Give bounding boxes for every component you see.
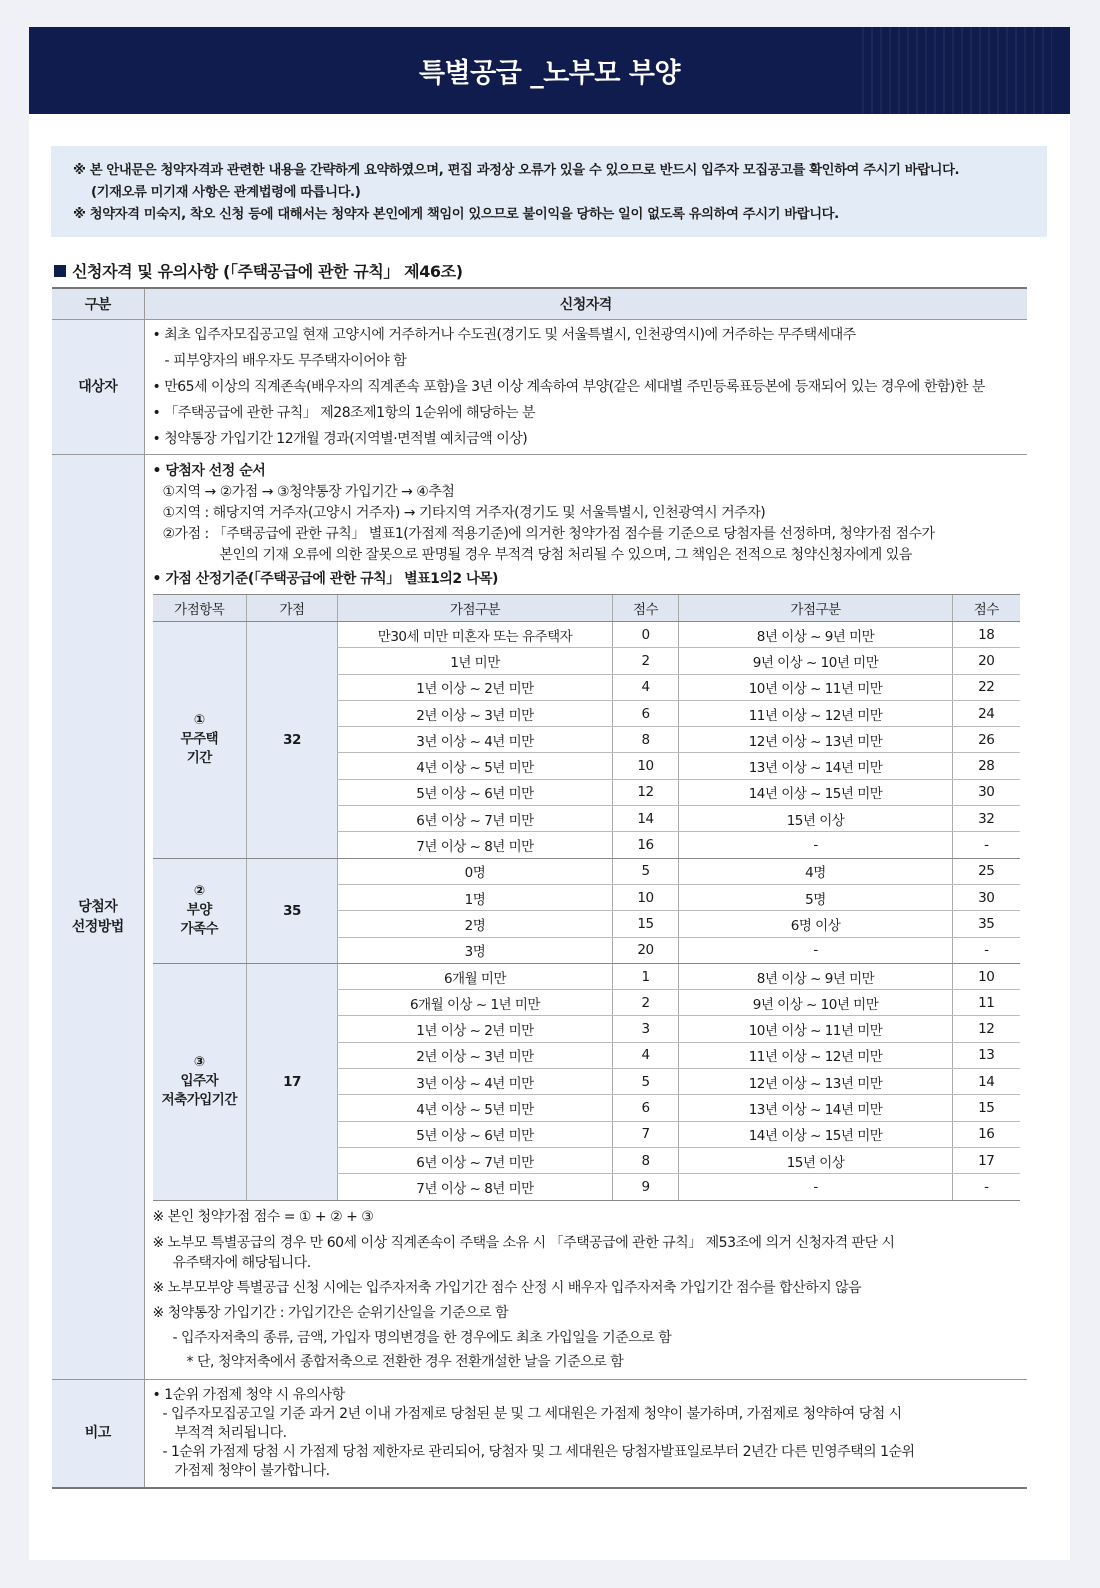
score-header: 가점구분 xyxy=(338,595,613,622)
score-points: 20 xyxy=(613,937,679,963)
score-group-label xyxy=(153,858,247,963)
notice-box xyxy=(51,146,1047,237)
score-points: 6 xyxy=(613,700,679,726)
score-row xyxy=(153,622,1020,648)
score-points: 30 xyxy=(953,779,1020,805)
score-points: 4 xyxy=(613,674,679,700)
score-points: 10 xyxy=(613,884,679,910)
note-line: ※ 청약통장 가입기간 : 가입기간은 순위기산일을 기준으로 함 xyxy=(152,1304,509,1321)
score-criterion: 10년 이상 ~ 11년 미만 xyxy=(679,674,953,700)
score-points: 9 xyxy=(613,1174,679,1200)
column-header-category: 구분 xyxy=(52,288,144,320)
score-criterion: 6명 이상 xyxy=(679,911,953,937)
order-line: ①지역 → ②가점 → ③청약통장 가입기간 → ④추첨 xyxy=(162,484,455,500)
note-line: * 단, 청약저축에서 종합저축으로 전환한 경우 전환개설한 날을 기준으로 함 xyxy=(186,1353,624,1370)
score-group-label-line: 무주택 xyxy=(180,731,219,748)
order-line: ①지역 : 해당지역 거주자(고양시 거주자) → 기타지역 거주자(경기도 및 서울특별시, 인천광역시 거주자) xyxy=(162,505,766,521)
score-group-label-line: 부양 xyxy=(186,902,212,919)
score-points: 28 xyxy=(953,753,1020,779)
score-criterion: 4년 이상 ~ 5년 미만 xyxy=(338,753,613,779)
score-points: 14 xyxy=(953,1069,1020,1095)
score-criterion: 1년 이상 ~ 2년 미만 xyxy=(338,674,613,700)
score-group-label-line: 기간 xyxy=(186,750,212,767)
score-criterion: 2명 xyxy=(338,911,613,937)
score-criterion: 2년 이상 ~ 3년 미만 xyxy=(338,700,613,726)
notice-line: (기재오류 미기재 사항은 관계법령에 따릅니다.) xyxy=(91,185,361,200)
document-page xyxy=(29,27,1070,1560)
score-criterion: - xyxy=(679,1174,953,1200)
score-points: - xyxy=(953,937,1020,963)
score-points: 16 xyxy=(613,832,679,858)
score-points: 2 xyxy=(613,648,679,674)
score-notes xyxy=(153,1205,1024,1373)
score-group-label xyxy=(153,622,247,859)
score-criterion: 7년 이상 ~ 8년 미만 xyxy=(338,832,613,858)
row-label-line: 선정방법 xyxy=(71,918,124,935)
score-group-label-line: 가족수 xyxy=(180,921,219,938)
score-criterion: 10년 이상 ~ 11년 미만 xyxy=(679,1016,953,1042)
score-points: 0 xyxy=(613,622,679,648)
score-criterion: 3년 이상 ~ 4년 미만 xyxy=(338,727,613,753)
score-points: 11 xyxy=(953,990,1020,1016)
notice-line: ※ 본 안내문은 청약자격과 관련한 내용을 간략하게 요약하였으며, 편집 과정상 오류가 있을 수 있으므로 반드시 입주자 모집공고를 확인하여 주시기 바랍니다. xyxy=(73,163,960,178)
note-line: 유주택자에 해당됩니다. xyxy=(172,1254,311,1271)
target-line: • 최초 입주자모집공고일 현재 고양시에 거주하거나 수도권(경기도 및 서울특별시, 인천광역시)에 거주하는 무주택세대주 xyxy=(153,322,1024,348)
score-group-label xyxy=(153,963,247,1200)
score-points: 4 xyxy=(613,1042,679,1068)
score-points: 26 xyxy=(953,727,1020,753)
score-criterion: 6년 이상 ~ 7년 미만 xyxy=(338,1147,613,1173)
selection-row xyxy=(52,455,1027,1380)
score-group-max: 35 xyxy=(247,858,338,963)
score-points: 25 xyxy=(953,858,1020,884)
order-line: 본인의 기재 오류에 의한 잘못으로 판명될 경우 부적격 당첨 처리될 수 있으며, 그 책임은 전적으로 청약신청자에게 있음 xyxy=(219,547,912,563)
score-points: 12 xyxy=(953,1016,1020,1042)
score-header: 가점구분 xyxy=(679,595,953,622)
note-line: - 입주자저축의 종류, 금액, 가입자 명의변경을 한 경우에도 최초 가입일을 기준으로 함 xyxy=(172,1329,672,1346)
score-row xyxy=(153,858,1020,884)
score-criterion: 2년 이상 ~ 3년 미만 xyxy=(338,1042,613,1068)
target-line: • 「주택공급에 관한 규칙」 제28조제1항의 1순위에 해당하는 분 xyxy=(153,400,1024,426)
score-points: - xyxy=(953,1174,1020,1200)
remarks-content xyxy=(144,1379,1027,1488)
score-criterion: 8년 이상 ~ 9년 미만 xyxy=(679,622,953,648)
row-label-target: 대상자 xyxy=(52,320,144,455)
score-criterion: - xyxy=(679,832,953,858)
score-points: 35 xyxy=(953,911,1020,937)
row-label-remarks: 비고 xyxy=(52,1379,144,1488)
remarks-line: - 입주자모집공고일 기준 과거 2년 이내 가점제로 당첨된 분 및 그 세대원은 가점제 청약이 불가하며, 가점제로 청약하여 당첨 시 xyxy=(162,1405,902,1422)
score-points: 30 xyxy=(953,884,1020,910)
score-row xyxy=(153,963,1020,989)
remarks-line: - 1순위 가점제 당첨 시 가점제 당첨 제한자로 관리되어, 당첨자 및 그 세대원은 당첨자발표일로부터 2년간 다른 민영주택의 1순위 xyxy=(162,1443,915,1460)
score-criterion: 14년 이상 ~ 15년 미만 xyxy=(679,779,953,805)
score-group-max: 17 xyxy=(247,963,338,1200)
target-line: • 만65세 이상의 직계존속(배우자의 직계존속 포함)을 3년 이상 계속하여 부양(같은 세대별 주민등록표등본에 등재되어 있는 경우에 한함)한 분 xyxy=(153,374,1024,400)
score-criterion: 4명 xyxy=(679,858,953,884)
score-group-max: 32 xyxy=(247,622,338,859)
score-points: 5 xyxy=(613,1069,679,1095)
score-points: 13 xyxy=(953,1042,1020,1068)
title-banner xyxy=(29,27,1070,114)
selection-content xyxy=(144,455,1027,1380)
score-points: 17 xyxy=(953,1147,1020,1173)
score-points: 2 xyxy=(613,990,679,1016)
score-points: - xyxy=(953,832,1020,858)
score-group-label-line: 입주자 xyxy=(180,1073,219,1090)
score-criterion: 15년 이상 xyxy=(679,1147,953,1173)
score-points: 15 xyxy=(613,911,679,937)
score-points: 15 xyxy=(953,1095,1020,1121)
score-table-body xyxy=(153,622,1020,1201)
order-title: • 당첨자 선정 순서 xyxy=(153,461,1024,482)
score-points: 7 xyxy=(613,1121,679,1147)
score-criterion: 7년 이상 ~ 8년 미만 xyxy=(338,1174,613,1200)
target-content xyxy=(144,320,1027,455)
score-group-label-line: 저축가입기간 xyxy=(161,1092,237,1109)
remarks-row xyxy=(52,1379,1027,1488)
score-group-label-line: ③ xyxy=(193,1054,205,1071)
target-line: • 청약통장 가입기간 12개월 경과(지역별·면적별 예치금액 이상) xyxy=(153,426,1024,452)
score-criterion: 9년 이상 ~ 10년 미만 xyxy=(679,990,953,1016)
score-header: 가점 xyxy=(247,595,338,622)
score-header: 점수 xyxy=(613,595,679,622)
score-points: 3 xyxy=(613,1016,679,1042)
score-criterion: 11년 이상 ~ 12년 미만 xyxy=(679,1042,953,1068)
score-points: 16 xyxy=(953,1121,1020,1147)
remarks-line: 부적격 처리됩니다. xyxy=(174,1424,287,1441)
score-criterion: 6개월 이상 ~ 1년 미만 xyxy=(338,990,613,1016)
row-label-line: 당첨자 xyxy=(78,898,118,915)
note-line: ※ 노부모부양 특별공급 신청 시에는 입주자저축 가입기간 점수 산정 시 배우자 입주자저축 가입기간 점수를 합산하지 않음 xyxy=(152,1279,862,1296)
score-points: 8 xyxy=(613,727,679,753)
section-title-text: 신청자격 및 유의사항 (「주택공급에 관한 규칙」 제46조) xyxy=(72,262,463,281)
score-criterion: 14년 이상 ~ 15년 미만 xyxy=(679,1121,953,1147)
score-criterion: 1년 이상 ~ 2년 미만 xyxy=(338,1016,613,1042)
qualification-table xyxy=(52,287,1027,1489)
page-title: 특별공급 _노부모 부양 xyxy=(418,58,681,89)
remarks-line: • 1순위 가점제 청약 시 유의사항 xyxy=(153,1386,1024,1405)
note-line: ※ 본인 청약가점 점수 = ① + ② + ③ xyxy=(152,1208,374,1225)
score-points: 18 xyxy=(953,622,1020,648)
score-criterion: 0명 xyxy=(338,858,613,884)
score-points: 24 xyxy=(953,700,1020,726)
score-criterion: 8년 이상 ~ 9년 미만 xyxy=(679,963,953,989)
score-criterion: 1년 미만 xyxy=(338,648,613,674)
score-points: 12 xyxy=(613,779,679,805)
score-points: 22 xyxy=(953,674,1020,700)
score-criterion: 11년 이상 ~ 12년 미만 xyxy=(679,700,953,726)
score-criterion: 3년 이상 ~ 4년 미만 xyxy=(338,1069,613,1095)
score-header: 가점항목 xyxy=(153,595,247,622)
score-group-label-line: ② xyxy=(193,883,205,900)
notice-line: ※ 청약자격 미숙지, 착오 신청 등에 대해서는 청약자 본인에게 책임이 있으므로 불이익을 당하는 일이 없도록 유의하여 주시기 바랍니다. xyxy=(73,207,839,222)
score-points: 10 xyxy=(953,963,1020,989)
column-header-qualification: 신청자격 xyxy=(144,288,1027,320)
order-line: ②가점 : 「주택공급에 관한 규칙」 별표1(가점제 적용기준)에 의거한 청약가점 점수를 기준으로 당첨자를 선정하며, 청약가점 점수가 xyxy=(162,526,935,542)
section-square-icon xyxy=(54,265,66,277)
score-criterion: 1명 xyxy=(338,884,613,910)
score-points: 10 xyxy=(613,753,679,779)
score-criterion: 12년 이상 ~ 13년 미만 xyxy=(679,1069,953,1095)
score-group-label-line: ① xyxy=(193,712,205,729)
score-criterion: 12년 이상 ~ 13년 미만 xyxy=(679,727,953,753)
target-line: - 피부양자의 배우자도 무주택자이어야 함 xyxy=(164,353,407,369)
score-criterion: 5년 이상 ~ 6년 미만 xyxy=(338,1121,613,1147)
score-criterion: 9년 이상 ~ 10년 미만 xyxy=(679,648,953,674)
score-criterion: 4년 이상 ~ 5년 미만 xyxy=(338,1095,613,1121)
section-title xyxy=(54,259,463,282)
score-table xyxy=(153,594,1020,1201)
score-points: 8 xyxy=(613,1147,679,1173)
score-points: 32 xyxy=(953,806,1020,832)
score-criterion: 13년 이상 ~ 14년 미만 xyxy=(679,753,953,779)
score-header: 점수 xyxy=(953,595,1020,622)
note-line: ※ 노부모 특별공급의 경우 만 60세 이상 직계존속이 주택을 소유 시 「주택공급에 관한 규칙」 제53조에 의거 신청자격 판단 시 xyxy=(152,1234,895,1251)
score-criterion: 5년 이상 ~ 6년 미만 xyxy=(338,779,613,805)
remarks-line: 가점제 청약이 불가합니다. xyxy=(174,1462,330,1479)
score-criterion: - xyxy=(679,937,953,963)
score-criterion: 5명 xyxy=(679,884,953,910)
score-criterion: 13년 이상 ~ 14년 미만 xyxy=(679,1095,953,1121)
score-criterion: 만30세 미만 미혼자 또는 유주택자 xyxy=(338,622,613,648)
score-points: 1 xyxy=(613,963,679,989)
row-label-selection xyxy=(52,455,144,1380)
score-points: 20 xyxy=(953,648,1020,674)
criteria-title: • 가점 산정기준(「주택공급에 관한 규칙」 별표1의2 나목) xyxy=(153,569,1024,590)
score-criterion: 6년 이상 ~ 7년 미만 xyxy=(338,806,613,832)
target-row xyxy=(52,320,1027,455)
score-criterion: 15년 이상 xyxy=(679,806,953,832)
score-points: 14 xyxy=(613,806,679,832)
score-criterion: 6개월 미만 xyxy=(338,963,613,989)
score-points: 5 xyxy=(613,858,679,884)
score-points: 6 xyxy=(613,1095,679,1121)
score-criterion: 3명 xyxy=(338,937,613,963)
